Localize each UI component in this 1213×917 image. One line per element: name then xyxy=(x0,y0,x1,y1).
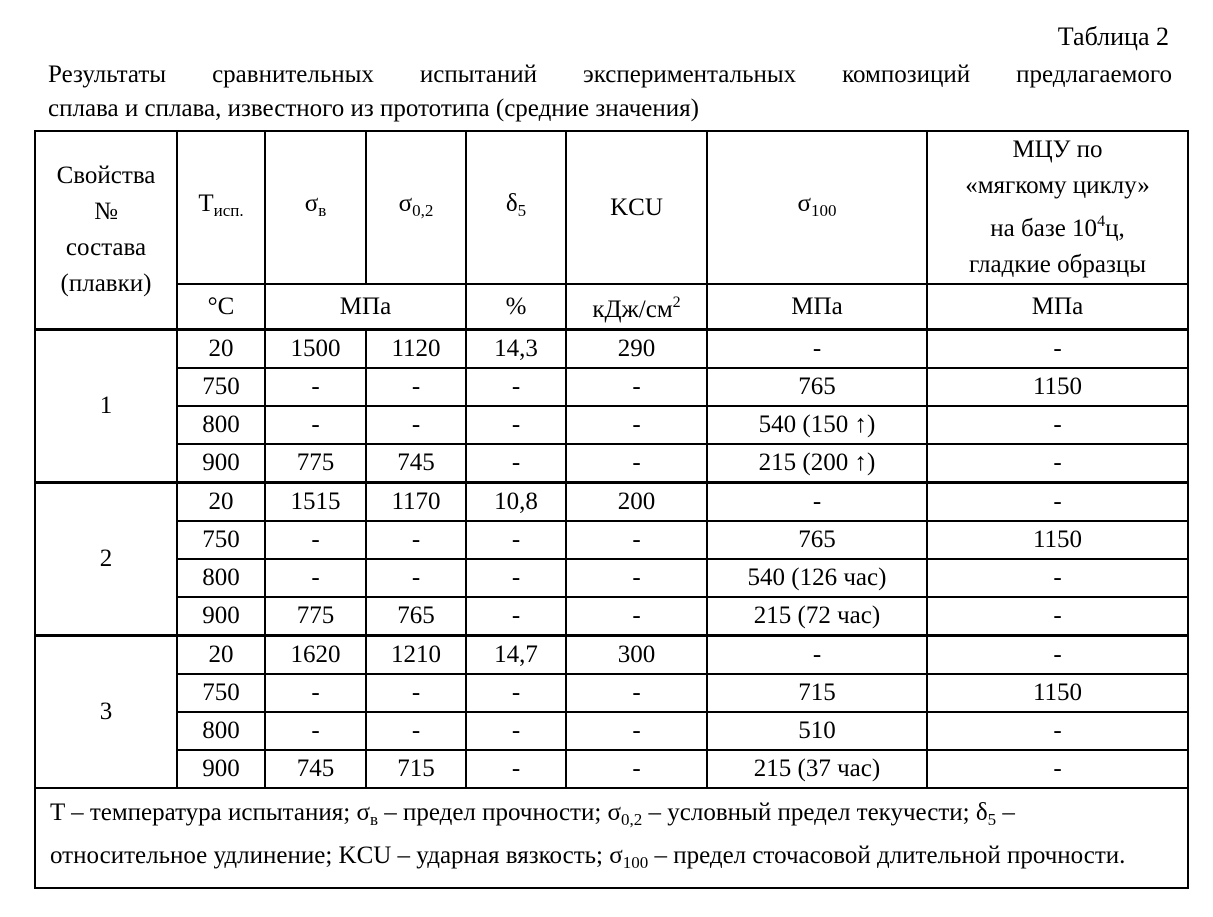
cell-mcu: 1150 xyxy=(927,521,1188,559)
table-label: Таблица 2 xyxy=(1058,22,1169,52)
cell-d5: - xyxy=(466,368,566,406)
cell-d5: - xyxy=(466,444,566,483)
cell-s02: 1120 xyxy=(366,330,466,369)
note-text: – условный предел текучести; δ xyxy=(642,799,987,826)
cell-sb: 1500 xyxy=(265,330,366,369)
cell-kcu: 290 xyxy=(566,330,707,369)
cell-s100: - xyxy=(707,636,927,675)
cell-d5: - xyxy=(466,559,566,597)
cell-kcu: - xyxy=(566,712,707,750)
cell-s100: 540 (150 ↑) xyxy=(707,406,927,444)
cell-s02: 765 xyxy=(366,597,466,636)
cell-d5: - xyxy=(466,750,566,788)
cell-kcu: - xyxy=(566,597,707,636)
note-text: – относительное удлинение; KCU – ударная вязкость; σ xyxy=(50,799,1015,869)
cell-mcu: - xyxy=(927,597,1188,636)
cell-d5: 14,7 xyxy=(466,636,566,675)
header-impact-toughness: KCU xyxy=(566,131,707,284)
subscript: исп. xyxy=(214,201,244,220)
cell-s02: - xyxy=(366,712,466,750)
cell-d5: 14,3 xyxy=(466,330,566,369)
cell-sb: 745 xyxy=(265,750,366,788)
note-text: – предел сточасовой длительной прочности. xyxy=(648,842,1125,869)
cell-t: 900 xyxy=(177,444,265,483)
cell-kcu: - xyxy=(566,559,707,597)
cell-s02: - xyxy=(366,368,466,406)
cell-sb: 1620 xyxy=(265,636,366,675)
cell-kcu: - xyxy=(566,521,707,559)
cell-t: 750 xyxy=(177,368,265,406)
cell-t: 750 xyxy=(177,674,265,712)
composition-number: 1 xyxy=(35,330,177,483)
header-test-temperature xyxy=(177,131,265,284)
header-properties-line: Свойства xyxy=(36,158,176,194)
symbol: T xyxy=(198,190,213,217)
cell-t: 20 xyxy=(177,330,265,369)
cell-kcu: - xyxy=(566,368,707,406)
table-note xyxy=(35,788,1188,888)
cell-d5: 10,8 xyxy=(466,483,566,522)
note-text: T – температура испытания; σ xyxy=(50,799,370,826)
table-row xyxy=(35,330,1188,369)
header-mcu-line: МЦУ по xyxy=(928,132,1187,168)
cell-d5: - xyxy=(466,674,566,712)
table-row xyxy=(35,483,1188,522)
table-row xyxy=(35,750,1188,788)
cell-s02: - xyxy=(366,521,466,559)
cell-mcu: - xyxy=(927,330,1188,369)
note-text: – предел прочности; σ xyxy=(378,799,621,826)
cell-sb: - xyxy=(265,406,366,444)
cell-s02: - xyxy=(366,674,466,712)
cell-sb: - xyxy=(265,521,366,559)
composition-number: 3 xyxy=(35,636,177,789)
table-row xyxy=(35,712,1188,750)
header-properties-line: состава xyxy=(36,230,176,266)
header-properties-line: (плавки) xyxy=(36,266,176,302)
table-row xyxy=(35,636,1188,675)
cell-sb: 775 xyxy=(265,444,366,483)
cell-mcu: - xyxy=(927,406,1188,444)
symbol: σ xyxy=(305,190,318,217)
symbol: σ xyxy=(798,190,811,217)
cell-s02: 715 xyxy=(366,750,466,788)
cell-kcu: 300 xyxy=(566,636,707,675)
subscript: 0,2 xyxy=(412,201,433,220)
table-row xyxy=(35,406,1188,444)
header-row xyxy=(35,131,1188,284)
cell-t: 900 xyxy=(177,750,265,788)
cell-kcu: - xyxy=(566,750,707,788)
cell-s02: 745 xyxy=(366,444,466,483)
table-row xyxy=(35,368,1188,406)
subscript: 0,2 xyxy=(621,810,642,829)
results-table xyxy=(34,130,1189,889)
superscript: 4 xyxy=(1097,213,1105,230)
subscript: 5 xyxy=(988,810,997,829)
header-mcu-line xyxy=(928,204,1187,247)
cell-kcu: - xyxy=(566,444,707,483)
cell-s100: 215 (72 час) xyxy=(707,597,927,636)
cell-kcu: 200 xyxy=(566,483,707,522)
header-mcu-line: гладкие образцы xyxy=(928,247,1187,283)
cell-s100: 765 xyxy=(707,521,927,559)
unit-rupture: МПа xyxy=(707,284,927,330)
cell-t: 800 xyxy=(177,712,265,750)
cell-s100: 765 xyxy=(707,368,927,406)
cell-s100: - xyxy=(707,330,927,369)
symbol: δ xyxy=(506,190,518,217)
cell-s100: - xyxy=(707,483,927,522)
cell-d5: - xyxy=(466,521,566,559)
cell-s02: 1210 xyxy=(366,636,466,675)
cell-s100: 215 (37 час) xyxy=(707,750,927,788)
cell-mcu: 1150 xyxy=(927,368,1188,406)
cell-t: 800 xyxy=(177,559,265,597)
cell-sb: - xyxy=(265,368,366,406)
cell-sb: - xyxy=(265,712,366,750)
symbol: σ xyxy=(399,190,412,217)
table-row xyxy=(35,597,1188,636)
cell-t: 750 xyxy=(177,521,265,559)
cell-sb: - xyxy=(265,674,366,712)
units-row xyxy=(35,284,1188,330)
cell-mcu: 1150 xyxy=(927,674,1188,712)
cell-t: 800 xyxy=(177,406,265,444)
cell-s100: 215 (200 ↑) xyxy=(707,444,927,483)
subscript: 100 xyxy=(811,201,837,220)
cell-mcu: - xyxy=(927,636,1188,675)
header-rupture-strength xyxy=(707,131,927,284)
subscript: 5 xyxy=(518,201,527,220)
cell-sb: 1515 xyxy=(265,483,366,522)
cell-mcu: - xyxy=(927,559,1188,597)
cell-d5: - xyxy=(466,712,566,750)
cell-mcu: - xyxy=(927,750,1188,788)
cell-sb: - xyxy=(265,559,366,597)
unit-kcu xyxy=(566,284,707,330)
caption-line-1: Результаты сравнительных испытаний экспериментальных композиций предлагаемого xyxy=(48,58,1172,92)
note-row xyxy=(35,788,1188,888)
cell-t: 20 xyxy=(177,483,265,522)
cell-mcu: - xyxy=(927,444,1188,483)
header-mcu-line: «мягкому циклу» xyxy=(928,168,1187,204)
table-row xyxy=(35,674,1188,712)
header-properties-line: № xyxy=(36,194,176,230)
header-ultimate-strength xyxy=(265,131,366,284)
unit-temperature: °C xyxy=(177,284,265,330)
header-elongation xyxy=(466,131,566,284)
subscript: 100 xyxy=(623,853,649,872)
table-caption xyxy=(48,58,1172,126)
cell-s100: 510 xyxy=(707,712,927,750)
table-row xyxy=(35,521,1188,559)
cell-s02: - xyxy=(366,559,466,597)
cell-t: 20 xyxy=(177,636,265,675)
cell-mcu: - xyxy=(927,483,1188,522)
header-yield-strength xyxy=(366,131,466,284)
caption-line-2: сплава и сплава, известного из прототипа (средние значения) xyxy=(48,92,1172,126)
subscript: в xyxy=(318,201,326,220)
cell-s100: 715 xyxy=(707,674,927,712)
header-low-cycle-fatigue xyxy=(927,131,1188,284)
cell-mcu: - xyxy=(927,712,1188,750)
cell-sb: 775 xyxy=(265,597,366,636)
unit-percent: % xyxy=(466,284,566,330)
cell-s02: - xyxy=(366,406,466,444)
cell-d5: - xyxy=(466,406,566,444)
table-row xyxy=(35,559,1188,597)
text: кДж/см xyxy=(592,296,672,323)
cell-kcu: - xyxy=(566,406,707,444)
composition-number: 2 xyxy=(35,483,177,636)
cell-s02: 1170 xyxy=(366,483,466,522)
text: ц, xyxy=(1105,215,1125,242)
text: на базе 10 xyxy=(990,215,1097,242)
superscript: 2 xyxy=(673,294,681,311)
subscript: в xyxy=(370,810,378,829)
table-row xyxy=(35,444,1188,483)
cell-d5: - xyxy=(466,597,566,636)
cell-t: 900 xyxy=(177,597,265,636)
header-properties xyxy=(35,131,177,330)
unit-stress: МПа xyxy=(265,284,466,330)
cell-s100: 540 (126 час) xyxy=(707,559,927,597)
cell-kcu: - xyxy=(566,674,707,712)
unit-fatigue: МПа xyxy=(927,284,1188,330)
